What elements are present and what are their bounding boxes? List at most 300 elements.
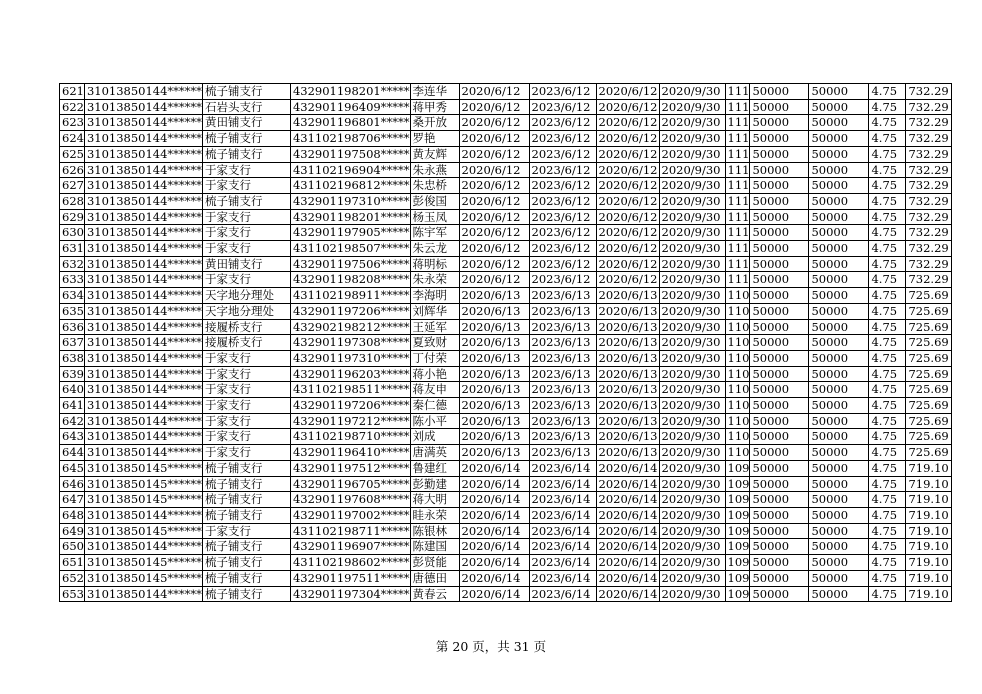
id-number-cell: 432901197608***** (290, 492, 410, 508)
account-cell: 31013850144****** (84, 507, 202, 523)
table-row (60, 272, 952, 288)
interest-end-cell: 2020/9/30 (659, 272, 725, 288)
days-cell: 111 (725, 256, 750, 272)
interest-start-cell: 2020/6/12 (596, 209, 659, 225)
balance-cell: 50000 (809, 319, 869, 335)
loan-amount-cell: 50000 (750, 162, 809, 178)
account-cell: 31013850144****** (84, 366, 202, 382)
branch-cell: 梳子铺支行 (202, 507, 290, 523)
name-cell: 蒋小艳 (410, 366, 459, 382)
name-cell: 彭贤能 (410, 555, 459, 571)
loan-amount-cell: 50000 (750, 350, 809, 366)
interest-cell: 725.69 (906, 288, 952, 304)
balance-cell: 50000 (809, 555, 869, 571)
start-date-cell: 2020/6/12 (459, 225, 529, 241)
interest-start-cell: 2020/6/12 (596, 99, 659, 115)
id-number-cell: 432901196801***** (290, 115, 410, 131)
interest-start-cell: 2020/6/14 (596, 492, 659, 508)
table-row (60, 570, 952, 586)
branch-cell: 黄田铺支行 (202, 115, 290, 131)
rate-cell: 4.75 (869, 539, 906, 555)
days-cell: 111 (725, 99, 750, 115)
id-number-cell: 432901197511***** (290, 570, 410, 586)
loan-amount-cell: 50000 (750, 131, 809, 147)
account-cell: 31013850144****** (84, 225, 202, 241)
interest-cell: 732.29 (906, 146, 952, 162)
days-cell: 109 (725, 476, 750, 492)
id-number-cell: 432901197304***** (290, 586, 410, 602)
interest-cell: 719.10 (906, 460, 952, 476)
days-cell: 109 (725, 492, 750, 508)
row-number-cell: 635 (60, 303, 85, 319)
interest-start-cell: 2020/6/13 (596, 429, 659, 445)
row-number-cell: 632 (60, 256, 85, 272)
interest-cell: 725.69 (906, 398, 952, 414)
account-cell: 31013850144****** (84, 398, 202, 414)
rate-cell: 4.75 (869, 256, 906, 272)
end-date-cell: 2023/6/13 (529, 319, 596, 335)
id-number-cell: 432901197206***** (290, 398, 410, 414)
account-cell: 31013850144****** (84, 303, 202, 319)
interest-cell: 719.10 (906, 539, 952, 555)
interest-start-cell: 2020/6/14 (596, 570, 659, 586)
table-row (60, 555, 952, 571)
interest-end-cell: 2020/9/30 (659, 319, 725, 335)
table-row (60, 256, 952, 272)
days-cell: 110 (725, 288, 750, 304)
id-number-cell: 432901197308***** (290, 335, 410, 351)
loan-amount-cell: 50000 (750, 225, 809, 241)
account-cell: 31013850144****** (84, 350, 202, 366)
balance-cell: 50000 (809, 586, 869, 602)
rate-cell: 4.75 (869, 162, 906, 178)
id-number-cell: 432901197506***** (290, 256, 410, 272)
interest-end-cell: 2020/9/30 (659, 460, 725, 476)
days-cell: 111 (725, 115, 750, 131)
branch-cell: 梳子铺支行 (202, 539, 290, 555)
start-date-cell: 2020/6/13 (459, 303, 529, 319)
start-date-cell: 2020/6/12 (459, 146, 529, 162)
account-cell: 31013850144****** (84, 131, 202, 147)
balance-cell: 50000 (809, 523, 869, 539)
id-number-cell: 431102198602***** (290, 555, 410, 571)
account-cell: 31013850144****** (84, 272, 202, 288)
interest-cell: 725.69 (906, 303, 952, 319)
name-cell: 陈小平 (410, 413, 459, 429)
row-number-cell: 652 (60, 570, 85, 586)
loan-amount-cell: 50000 (750, 492, 809, 508)
name-cell: 陈建国 (410, 539, 459, 555)
rate-cell: 4.75 (869, 193, 906, 209)
name-cell: 彭勤建 (410, 476, 459, 492)
end-date-cell: 2023/6/13 (529, 366, 596, 382)
row-number-cell: 651 (60, 555, 85, 571)
interest-end-cell: 2020/9/30 (659, 398, 725, 414)
balance-cell: 50000 (809, 209, 869, 225)
balance-cell: 50000 (809, 413, 869, 429)
account-cell: 31013850144****** (84, 539, 202, 555)
row-number-cell: 645 (60, 460, 85, 476)
days-cell: 111 (725, 84, 750, 100)
interest-end-cell: 2020/9/30 (659, 350, 725, 366)
interest-cell: 732.29 (906, 209, 952, 225)
page-footer: 第 20 页，共 31 页 (435, 639, 547, 654)
interest-end-cell: 2020/9/30 (659, 429, 725, 445)
row-number-cell: 624 (60, 131, 85, 147)
interest-start-cell: 2020/6/13 (596, 319, 659, 335)
table-row (60, 413, 952, 429)
table-row (60, 146, 952, 162)
interest-end-cell: 2020/9/30 (659, 256, 725, 272)
id-number-cell: 431102198507***** (290, 241, 410, 257)
name-cell: 桑开放 (410, 115, 459, 131)
table-row (60, 241, 952, 257)
balance-cell: 50000 (809, 382, 869, 398)
branch-cell: 天字地分理处 (202, 288, 290, 304)
loan-amount-cell: 50000 (750, 84, 809, 100)
row-number-cell: 643 (60, 429, 85, 445)
id-number-cell: 432902198212***** (290, 319, 410, 335)
table-row (60, 335, 952, 351)
start-date-cell: 2020/6/12 (459, 193, 529, 209)
end-date-cell: 2023/6/13 (529, 382, 596, 398)
balance-cell: 50000 (809, 492, 869, 508)
interest-cell: 732.29 (906, 84, 952, 100)
interest-start-cell: 2020/6/12 (596, 162, 659, 178)
interest-end-cell: 2020/9/30 (659, 178, 725, 194)
start-date-cell: 2020/6/14 (459, 476, 529, 492)
interest-start-cell: 2020/6/14 (596, 476, 659, 492)
end-date-cell: 2023/6/13 (529, 303, 596, 319)
branch-cell: 于家支行 (202, 209, 290, 225)
id-number-cell: 431102198511***** (290, 382, 410, 398)
name-cell: 丁付荣 (410, 350, 459, 366)
days-cell: 111 (725, 209, 750, 225)
rate-cell: 4.75 (869, 335, 906, 351)
interest-cell: 732.29 (906, 193, 952, 209)
rate-cell: 4.75 (869, 413, 906, 429)
id-number-cell: 432901196705***** (290, 476, 410, 492)
name-cell: 李连华 (410, 84, 459, 100)
account-cell: 31013850144****** (84, 241, 202, 257)
days-cell: 111 (725, 131, 750, 147)
interest-cell: 719.10 (906, 523, 952, 539)
branch-cell: 黄田铺支行 (202, 256, 290, 272)
interest-cell: 732.29 (906, 241, 952, 257)
loan-table (59, 83, 952, 602)
interest-start-cell: 2020/6/13 (596, 445, 659, 461)
rate-cell: 4.75 (869, 84, 906, 100)
rate-cell: 4.75 (869, 241, 906, 257)
id-number-cell: 431102198710***** (290, 429, 410, 445)
row-number-cell: 647 (60, 492, 85, 508)
start-date-cell: 2020/6/12 (459, 162, 529, 178)
interest-start-cell: 2020/6/13 (596, 350, 659, 366)
loan-amount-cell: 50000 (750, 398, 809, 414)
branch-cell: 于家支行 (202, 413, 290, 429)
interest-cell: 719.10 (906, 476, 952, 492)
table-row (60, 523, 952, 539)
rate-cell: 4.75 (869, 398, 906, 414)
end-date-cell: 2023/6/14 (529, 476, 596, 492)
rate-cell: 4.75 (869, 303, 906, 319)
interest-start-cell: 2020/6/12 (596, 115, 659, 131)
interest-start-cell: 2020/6/13 (596, 303, 659, 319)
name-cell: 王延军 (410, 319, 459, 335)
end-date-cell: 2023/6/12 (529, 131, 596, 147)
table-row (60, 492, 952, 508)
balance-cell: 50000 (809, 288, 869, 304)
branch-cell: 梳子铺支行 (202, 460, 290, 476)
end-date-cell: 2023/6/13 (529, 429, 596, 445)
name-cell: 刘辉华 (410, 303, 459, 319)
loan-amount-cell: 50000 (750, 570, 809, 586)
interest-end-cell: 2020/9/30 (659, 366, 725, 382)
end-date-cell: 2023/6/13 (529, 413, 596, 429)
id-number-cell: 432901198208***** (290, 272, 410, 288)
id-number-cell: 432901197905***** (290, 225, 410, 241)
start-date-cell: 2020/6/12 (459, 178, 529, 194)
row-number-cell: 621 (60, 84, 85, 100)
start-date-cell: 2020/6/14 (459, 523, 529, 539)
branch-cell: 于家支行 (202, 162, 290, 178)
name-cell: 唐德田 (410, 570, 459, 586)
start-date-cell: 2020/6/12 (459, 256, 529, 272)
branch-cell: 天字地分理处 (202, 303, 290, 319)
loan-amount-cell: 50000 (750, 523, 809, 539)
branch-cell: 梳子铺支行 (202, 146, 290, 162)
rate-cell: 4.75 (869, 492, 906, 508)
days-cell: 111 (725, 272, 750, 288)
name-cell: 李海明 (410, 288, 459, 304)
branch-cell: 于家支行 (202, 241, 290, 257)
interest-start-cell: 2020/6/14 (596, 555, 659, 571)
table-row (60, 99, 952, 115)
branch-cell: 于家支行 (202, 178, 290, 194)
name-cell: 蒋明标 (410, 256, 459, 272)
end-date-cell: 2023/6/14 (529, 492, 596, 508)
table-row (60, 84, 952, 100)
branch-cell: 梳子铺支行 (202, 476, 290, 492)
loan-amount-cell: 50000 (750, 539, 809, 555)
start-date-cell: 2020/6/12 (459, 131, 529, 147)
interest-cell: 719.10 (906, 586, 952, 602)
balance-cell: 50000 (809, 350, 869, 366)
row-number-cell: 623 (60, 115, 85, 131)
end-date-cell: 2023/6/12 (529, 178, 596, 194)
interest-end-cell: 2020/9/30 (659, 507, 725, 523)
loan-amount-cell: 50000 (750, 115, 809, 131)
rate-cell: 4.75 (869, 476, 906, 492)
interest-end-cell: 2020/9/30 (659, 335, 725, 351)
branch-cell: 于家支行 (202, 429, 290, 445)
start-date-cell: 2020/6/12 (459, 241, 529, 257)
row-number-cell: 646 (60, 476, 85, 492)
balance-cell: 50000 (809, 162, 869, 178)
branch-cell: 接履桥支行 (202, 319, 290, 335)
loan-amount-cell: 50000 (750, 476, 809, 492)
id-number-cell: 432901197310***** (290, 350, 410, 366)
table-row (60, 225, 952, 241)
account-cell: 31013850144****** (84, 288, 202, 304)
table-row (60, 460, 952, 476)
end-date-cell: 2023/6/14 (529, 539, 596, 555)
row-number-cell: 641 (60, 398, 85, 414)
interest-cell: 725.69 (906, 382, 952, 398)
table-row (60, 193, 952, 209)
end-date-cell: 2023/6/14 (529, 523, 596, 539)
row-number-cell: 630 (60, 225, 85, 241)
balance-cell: 50000 (809, 429, 869, 445)
loan-amount-cell: 50000 (750, 288, 809, 304)
interest-end-cell: 2020/9/30 (659, 115, 725, 131)
rate-cell: 4.75 (869, 445, 906, 461)
interest-cell: 719.10 (906, 555, 952, 571)
row-number-cell: 642 (60, 413, 85, 429)
start-date-cell: 2020/6/14 (459, 555, 529, 571)
loan-amount-cell: 50000 (750, 586, 809, 602)
start-date-cell: 2020/6/13 (459, 429, 529, 445)
branch-cell: 梳子铺支行 (202, 586, 290, 602)
loan-amount-cell: 50000 (750, 366, 809, 382)
start-date-cell: 2020/6/13 (459, 350, 529, 366)
balance-cell: 50000 (809, 460, 869, 476)
interest-cell: 725.69 (906, 445, 952, 461)
interest-end-cell: 2020/9/30 (659, 382, 725, 398)
end-date-cell: 2023/6/12 (529, 241, 596, 257)
table-body (60, 84, 952, 602)
interest-end-cell: 2020/9/30 (659, 523, 725, 539)
loan-amount-cell: 50000 (750, 193, 809, 209)
id-number-cell: 432901197508***** (290, 146, 410, 162)
start-date-cell: 2020/6/13 (459, 335, 529, 351)
end-date-cell: 2023/6/12 (529, 99, 596, 115)
name-cell: 朱云龙 (410, 241, 459, 257)
id-number-cell: 432901197512***** (290, 460, 410, 476)
loan-amount-cell: 50000 (750, 429, 809, 445)
row-number-cell: 634 (60, 288, 85, 304)
interest-cell: 725.69 (906, 335, 952, 351)
id-number-cell: 431102196904***** (290, 162, 410, 178)
rate-cell: 4.75 (869, 366, 906, 382)
end-date-cell: 2023/6/14 (529, 507, 596, 523)
interest-start-cell: 2020/6/14 (596, 507, 659, 523)
interest-cell: 725.69 (906, 366, 952, 382)
start-date-cell: 2020/6/12 (459, 115, 529, 131)
interest-end-cell: 2020/9/30 (659, 539, 725, 555)
row-number-cell: 637 (60, 335, 85, 351)
start-date-cell: 2020/6/14 (459, 492, 529, 508)
id-number-cell: 432901197310***** (290, 193, 410, 209)
balance-cell: 50000 (809, 445, 869, 461)
days-cell: 110 (725, 429, 750, 445)
interest-cell: 732.29 (906, 178, 952, 194)
name-cell: 眭永荣 (410, 507, 459, 523)
branch-cell: 梳子铺支行 (202, 193, 290, 209)
account-cell: 31013850145****** (84, 555, 202, 571)
rate-cell: 4.75 (869, 225, 906, 241)
row-number-cell: 626 (60, 162, 85, 178)
start-date-cell: 2020/6/12 (459, 272, 529, 288)
balance-cell: 50000 (809, 225, 869, 241)
interest-cell: 719.10 (906, 570, 952, 586)
end-date-cell: 2023/6/13 (529, 445, 596, 461)
interest-end-cell: 2020/9/30 (659, 492, 725, 508)
row-number-cell: 650 (60, 539, 85, 555)
rate-cell: 4.75 (869, 115, 906, 131)
interest-cell: 725.69 (906, 429, 952, 445)
interest-start-cell: 2020/6/14 (596, 539, 659, 555)
account-cell: 31013850145****** (84, 476, 202, 492)
loan-amount-cell: 50000 (750, 241, 809, 257)
end-date-cell: 2023/6/13 (529, 288, 596, 304)
loan-amount-cell: 50000 (750, 146, 809, 162)
interest-end-cell: 2020/9/30 (659, 445, 725, 461)
account-cell: 31013850144****** (84, 115, 202, 131)
account-cell: 31013850144****** (84, 99, 202, 115)
interest-end-cell: 2020/9/30 (659, 162, 725, 178)
interest-cell: 732.29 (906, 225, 952, 241)
end-date-cell: 2023/6/12 (529, 115, 596, 131)
interest-cell: 725.69 (906, 319, 952, 335)
name-cell: 蒋友申 (410, 382, 459, 398)
loan-amount-cell: 50000 (750, 209, 809, 225)
row-number-cell: 628 (60, 193, 85, 209)
branch-cell: 于家支行 (202, 382, 290, 398)
table-row (60, 366, 952, 382)
days-cell: 110 (725, 445, 750, 461)
id-number-cell: 432901198201***** (290, 209, 410, 225)
id-number-cell: 432901197212***** (290, 413, 410, 429)
days-cell: 110 (725, 398, 750, 414)
table-row (60, 382, 952, 398)
account-cell: 31013850145****** (84, 492, 202, 508)
id-number-cell: 431102196812***** (290, 178, 410, 194)
table-row (60, 303, 952, 319)
interest-cell: 719.10 (906, 507, 952, 523)
days-cell: 110 (725, 319, 750, 335)
table-row (60, 586, 952, 602)
interest-cell: 732.29 (906, 272, 952, 288)
interest-cell: 732.29 (906, 131, 952, 147)
branch-cell: 于家支行 (202, 350, 290, 366)
table-row (60, 319, 952, 335)
account-cell: 31013850144****** (84, 209, 202, 225)
id-number-cell: 431102198706***** (290, 131, 410, 147)
id-number-cell: 432901196203***** (290, 366, 410, 382)
loan-amount-cell: 50000 (750, 99, 809, 115)
interest-cell: 732.29 (906, 256, 952, 272)
loan-amount-cell: 50000 (750, 256, 809, 272)
rate-cell: 4.75 (869, 319, 906, 335)
account-cell: 31013850144****** (84, 586, 202, 602)
rate-cell: 4.75 (869, 570, 906, 586)
interest-cell: 732.29 (906, 99, 952, 115)
interest-start-cell: 2020/6/12 (596, 272, 659, 288)
id-number-cell: 432901196409***** (290, 99, 410, 115)
start-date-cell: 2020/6/14 (459, 586, 529, 602)
days-cell: 110 (725, 382, 750, 398)
row-number-cell: 638 (60, 350, 85, 366)
interest-end-cell: 2020/9/30 (659, 209, 725, 225)
loan-amount-cell: 50000 (750, 445, 809, 461)
branch-cell: 梳子铺支行 (202, 131, 290, 147)
interest-start-cell: 2020/6/12 (596, 84, 659, 100)
account-cell: 31013850144****** (84, 445, 202, 461)
interest-start-cell: 2020/6/14 (596, 586, 659, 602)
interest-start-cell: 2020/6/13 (596, 335, 659, 351)
table-row (60, 476, 952, 492)
